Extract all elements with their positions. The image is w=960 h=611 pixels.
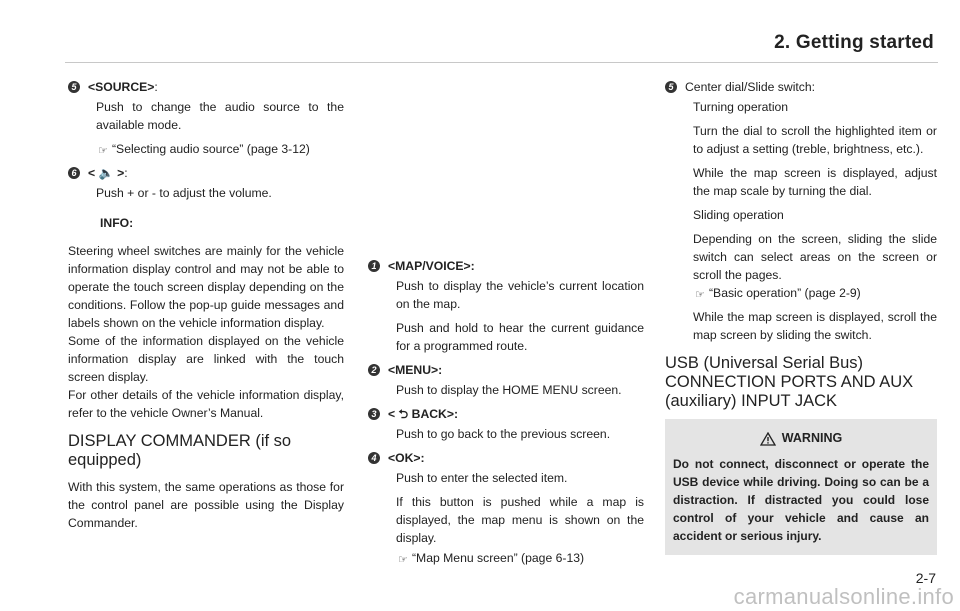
sliding-operation-title: Sliding operation	[693, 208, 784, 222]
volume-key-label: < 🔈 >	[88, 166, 125, 180]
info-paragraph-3: For other details of the vehicle information display, refer to the vehicle Owner’s Manual.	[68, 388, 344, 420]
callout-number-6: 6	[68, 167, 80, 179]
menu-description: Push to display the HOME MENU screen.	[396, 383, 622, 397]
sliding-reference-text: “Basic operation” (page 2-9)	[709, 286, 861, 300]
callout-number-5: 5	[665, 81, 677, 93]
item-volume	[68, 164, 344, 182]
warning-title: WARNING	[781, 431, 843, 445]
item-menu	[368, 361, 644, 379]
item-center-dial	[665, 78, 937, 96]
item-source	[68, 78, 344, 96]
item-ok	[368, 449, 644, 467]
source-reference	[68, 140, 344, 158]
source-reference-text: “Selecting audio source” (page 3-12)	[112, 142, 310, 156]
callout-number-2: 2	[368, 364, 380, 376]
warning-body: Do not connect, disconnect or operate the USB device while driving. Doing so can be a distraction. If distracted you could lose control of your vehicle and cause an accident or serious injury.	[673, 457, 929, 543]
reference-arrow-icon: ☞	[398, 554, 408, 566]
sliding-paragraph-1: Depending on the screen, sliding the slide switch can select areas on the screen or scroll the pages.	[693, 232, 937, 282]
menu-key-label: <MENU>:	[388, 363, 443, 377]
info-paragraph-1: Steering wheel switches are mainly for the vehicle information display control and may not be able to operate the touch screen display depending on the conditions. Follow the pop-up guide messages and labels shown on the vehicle information display.	[68, 244, 344, 330]
turning-paragraph-1: Turn the dial to scroll the highlighted item or to adjust a setting (treble, brightness, etc.).	[693, 124, 937, 156]
callout-number-4: 4	[368, 452, 380, 464]
reference-arrow-icon: ☞	[98, 145, 108, 157]
page-number: 2-7	[915, 570, 936, 586]
item-map-voice	[368, 257, 644, 275]
info-paragraph-2: Some of the information displayed on the vehicle information display are linked with the touch screen display.	[68, 334, 344, 384]
display-commander-body: With this system, the same operations as those for the control panel are possible using the Display Commander.	[68, 480, 344, 530]
volume-description: Push + or - to adjust the volume.	[96, 186, 272, 200]
section-title-display-commander: DISPLAY COMMANDER (if so equipped)	[68, 432, 292, 469]
colon: :	[124, 166, 128, 180]
back-description: Push to go back to the previous screen.	[396, 427, 611, 441]
item-back	[368, 405, 644, 423]
warning-triangle-icon	[760, 432, 776, 446]
watermark: carmanualsonline.info	[733, 584, 954, 609]
map-voice-description-1: Push to display the vehicle’s current location on the map.	[396, 279, 644, 311]
colon: :	[154, 80, 158, 94]
callout-number-3: 3	[368, 408, 380, 420]
source-key-label: <SOURCE>	[88, 80, 155, 94]
ok-reference	[368, 549, 644, 567]
header-divider	[65, 62, 938, 63]
callout-number-1: 1	[368, 260, 380, 272]
map-voice-key-label: <MAP/VOICE>:	[388, 259, 475, 273]
callout-number-5: 5	[68, 81, 80, 93]
column-right	[665, 78, 937, 555]
section-title-usb: USB (Universal Serial Bus) CONNECTION PORTS AND AUX (auxiliary) INPUT JACK	[665, 354, 914, 410]
ok-reference-text: “Map Menu screen” (page 6-13)	[412, 551, 585, 565]
turning-paragraph-2: While the map screen is displayed, adjust the map scale by turning the dial.	[693, 166, 937, 198]
column-spacer	[368, 78, 644, 257]
column-middle	[368, 78, 644, 573]
back-key-label: < ⮌ BACK>:	[388, 407, 459, 421]
center-dial-label: Center dial/Slide switch:	[685, 80, 816, 94]
source-description: Push to change the audio source to the available mode.	[96, 100, 344, 132]
page-header-title: 2. Getting started	[774, 32, 934, 53]
ok-key-label: <OK>:	[388, 451, 425, 465]
info-label: INFO:	[100, 216, 134, 230]
turning-operation-title: Turning operation	[693, 100, 789, 114]
ok-description-2: If this button is pushed while a map is displayed, the map menu is shown on the display.	[396, 495, 644, 545]
warning-box	[665, 419, 937, 555]
warning-heading	[673, 429, 929, 447]
ok-description-1: Push to enter the selected item.	[396, 471, 568, 485]
reference-arrow-icon: ☞	[695, 289, 705, 301]
column-left	[68, 78, 344, 538]
sliding-reference	[665, 284, 937, 302]
map-voice-description-2: Push and hold to hear the current guidance for a programmed route.	[396, 321, 644, 353]
sliding-paragraph-2: While the map screen is displayed, scroll the map screen by sliding the switch.	[693, 310, 937, 342]
